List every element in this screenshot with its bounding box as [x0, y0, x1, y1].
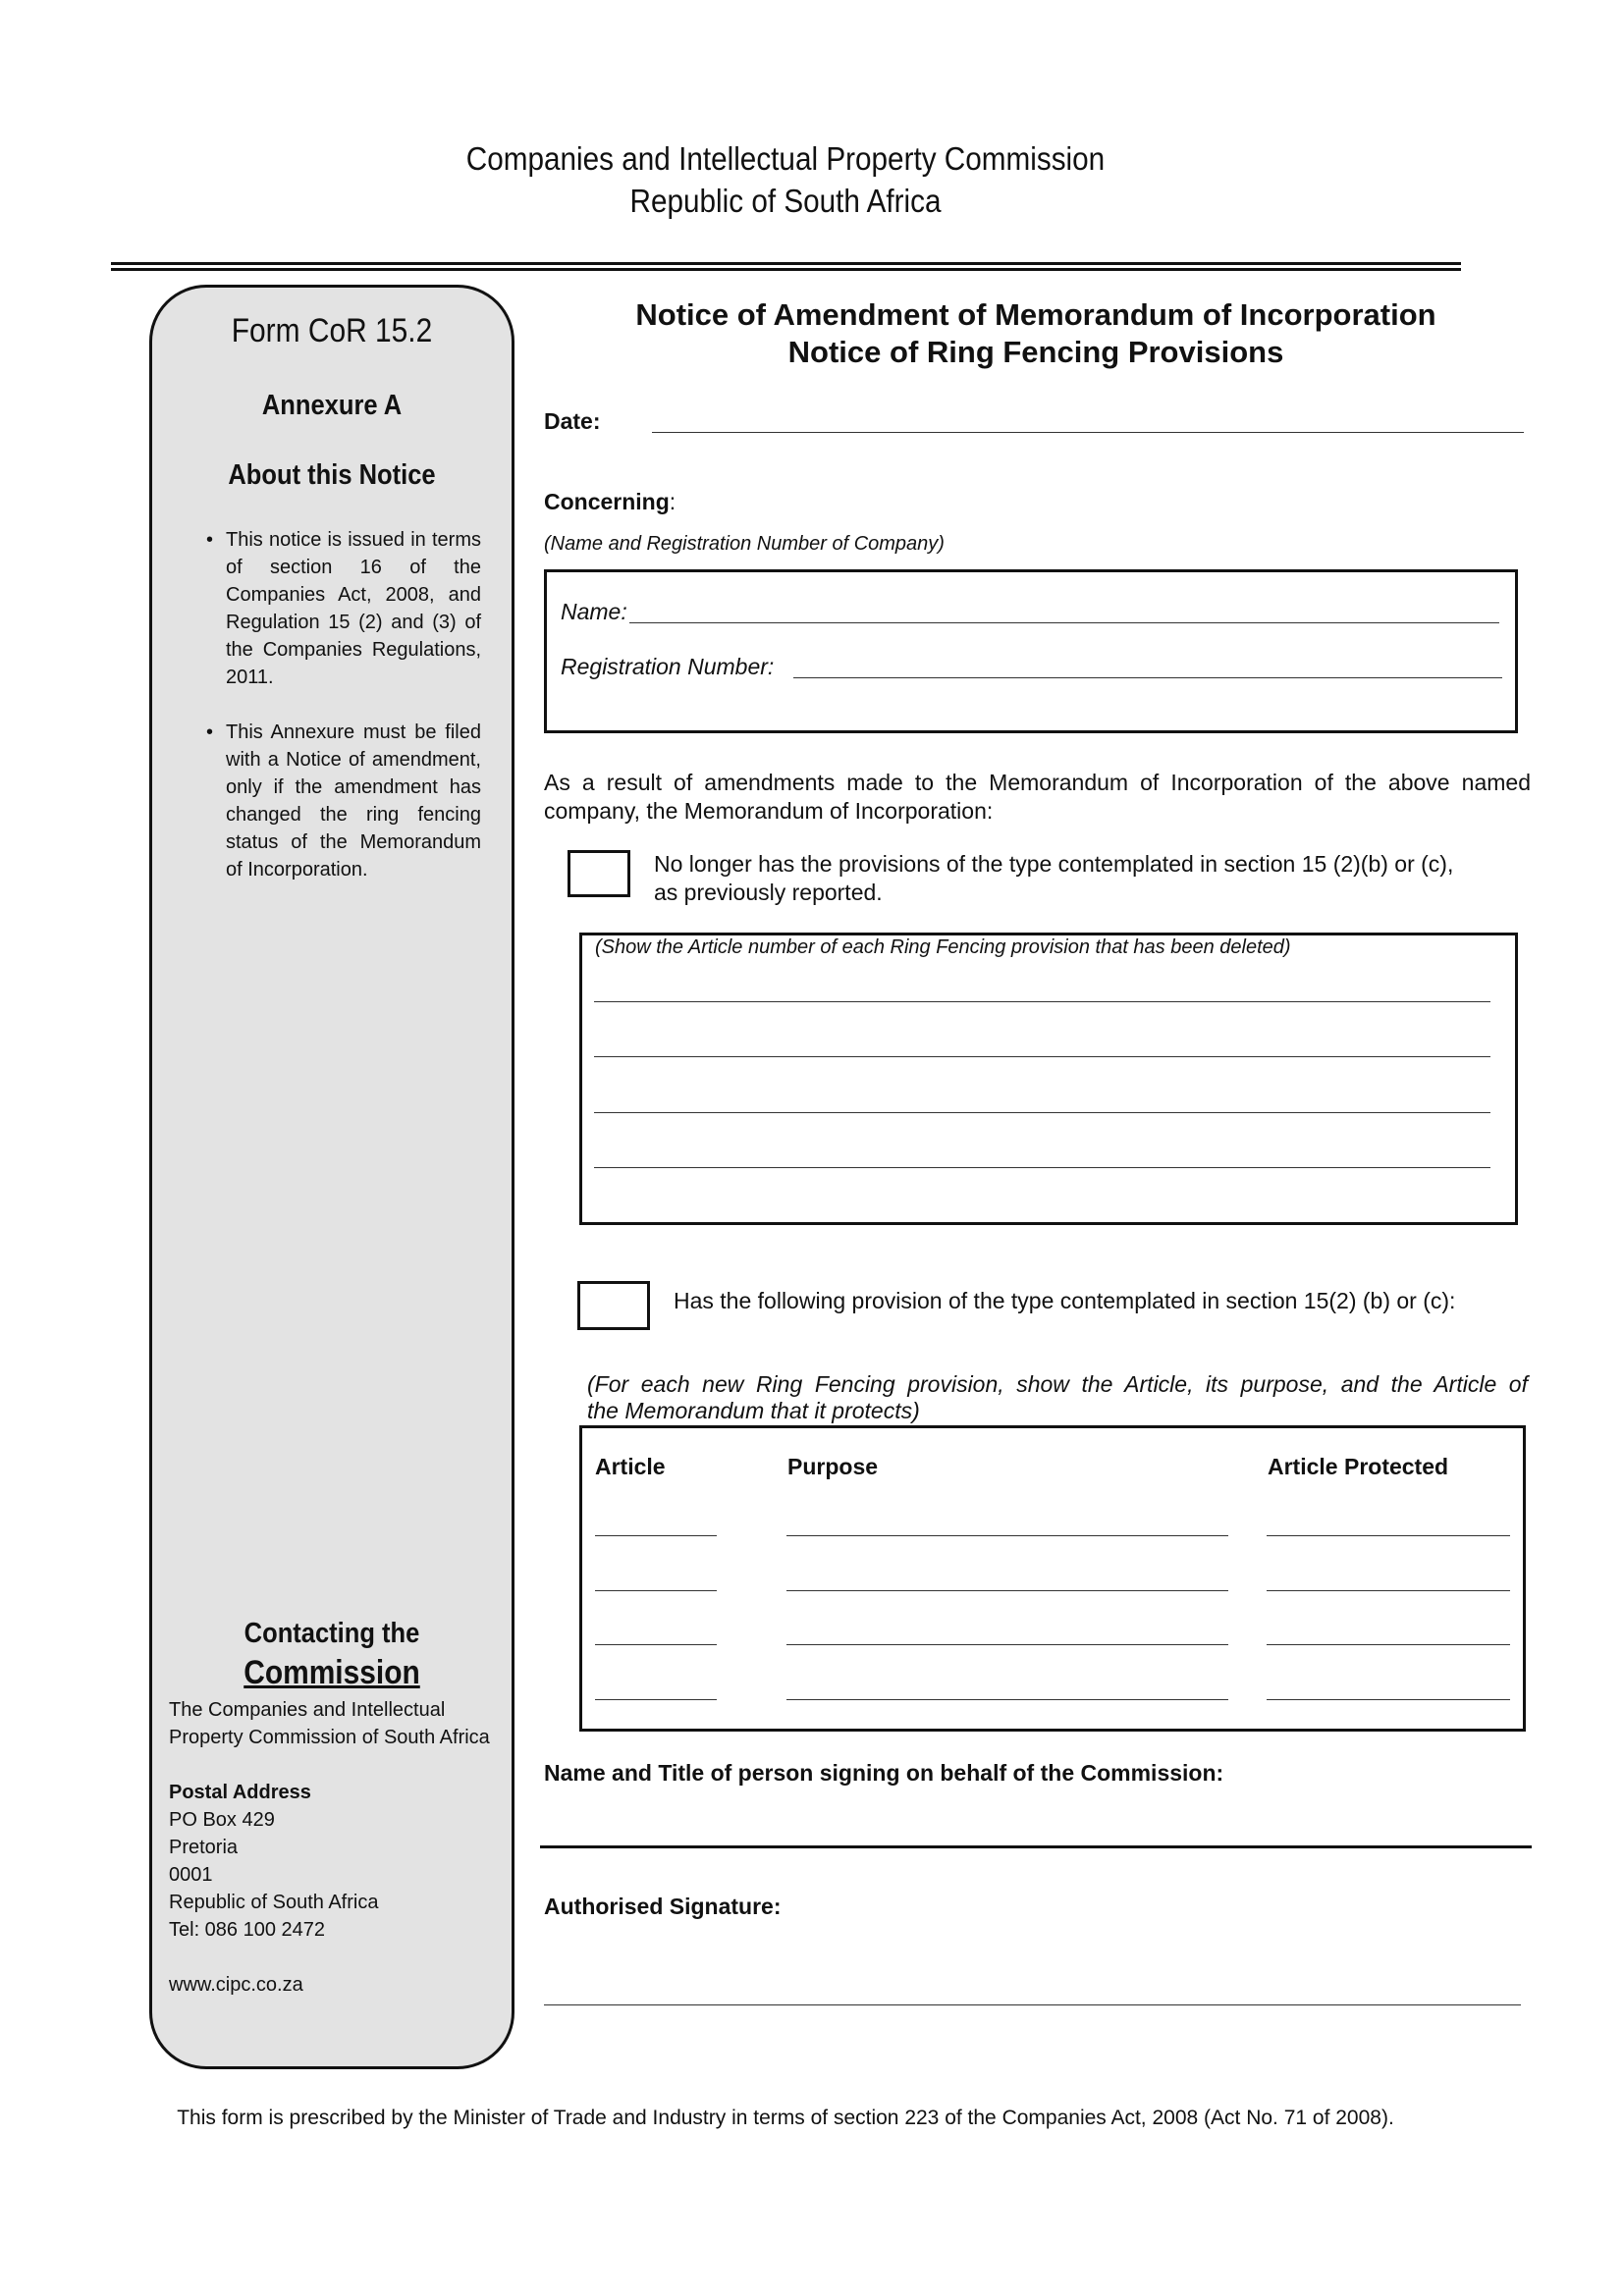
table-row-purpose[interactable] [786, 1535, 1228, 1536]
table-row-protected[interactable] [1267, 1644, 1510, 1645]
contact-heading: Contacting the [243, 1618, 420, 1649]
table-row-purpose[interactable] [786, 1644, 1228, 1645]
col-article-header: Article [595, 1454, 666, 1479]
deleted-hint: (Show the Article number of each Ring Fencing provision that has been deleted) [595, 936, 1291, 958]
deleted-line[interactable] [594, 1001, 1490, 1002]
new-provision-hint: (For each new Ring Fencing provision, show the Article, its purpose, and the Article of [587, 1371, 1528, 1397]
option-has-provision-text: Has the following provision of the type contemplated in section 15(2) (b) or (c): [674, 1288, 1456, 1313]
registration-label: Registration Number: [561, 654, 775, 679]
signer-field[interactable] [540, 1845, 1532, 1848]
table-row-protected[interactable] [1267, 1699, 1510, 1700]
header-subtitle: Republic of South Africa [629, 183, 942, 219]
table-row-article[interactable] [595, 1590, 717, 1591]
option-has-provision-checkbox[interactable] [577, 1281, 650, 1330]
table-row-article[interactable] [595, 1535, 717, 1536]
intro-text: As a result of amendments made to the Memorandum of Incorporation of the above named company, the Memorandum of Incorporation: [544, 770, 1531, 824]
option-no-longer-checkbox[interactable] [568, 850, 630, 897]
header-rule-bottom [111, 268, 1461, 271]
col-protected-header: Article Protected [1268, 1454, 1449, 1479]
name-label: Name: [561, 599, 627, 624]
bullet-item: • This Annexure must be filed with a Notice of amendment, only if the amendment has changed the ring fencing status of the Memorandum of Incorporation. [206, 719, 481, 883]
footer-note: This form is prescribed by the Minister of Trade and Industry in terms of section 223 of the Companies Act, 2008 (Act No. 71 of 2008). [177, 2107, 1394, 2129]
postal-line: 0001 [169, 1864, 213, 1886]
contact-heading-commission: Commission [243, 1654, 420, 1691]
table-row-protected[interactable] [1267, 1590, 1510, 1591]
form-number: Form CoR 15.2 [231, 312, 433, 349]
telephone: Tel: 086 100 2472 [169, 1919, 326, 1941]
table-row-protected[interactable] [1267, 1535, 1510, 1536]
header-title: Companies and Intellectual Property Commission [465, 140, 1106, 177]
concerning-heading [544, 489, 676, 515]
postal-line: Republic of South Africa [169, 1892, 379, 1913]
registration-field[interactable] [793, 677, 1502, 678]
table-row-article[interactable] [595, 1699, 717, 1700]
name-field[interactable] [629, 622, 1499, 623]
about-bullets [206, 526, 481, 911]
postal-label: Postal Address [169, 1782, 311, 1803]
website-link[interactable]: www.cipc.co.za [169, 1974, 303, 1996]
col-purpose-header: Purpose [787, 1454, 879, 1479]
about-heading: About this Notice [228, 459, 436, 491]
table-row-purpose[interactable] [786, 1699, 1228, 1700]
option-no-longer-text: No longer has the provisions of the type contemplated in section 15 (2)(b) or (c), [654, 851, 1454, 877]
postal-line: PO Box 429 [169, 1809, 275, 1831]
new-provision-hint-2: the Memorandum that it protects) [587, 1398, 920, 1423]
form-subtitle: Notice of Ring Fencing Provisions [787, 335, 1284, 369]
date-label: Date: [544, 408, 601, 434]
signer-label: Name and Title of person signing on behalf of the Commission: [544, 1760, 1224, 1786]
table-row-article[interactable] [595, 1644, 717, 1645]
concerning-hint: (Name and Registration Number of Company) [544, 533, 945, 555]
deleted-provisions-box [579, 933, 1518, 1225]
signature-label: Authorised Signature: [544, 1894, 782, 1919]
company-details-box [544, 569, 1518, 733]
header-rule-top [111, 262, 1461, 265]
table-row-purpose[interactable] [786, 1590, 1228, 1591]
form-title: Notice of Amendment of Memorandum of Incorporation [635, 297, 1436, 332]
date-field[interactable] [652, 432, 1524, 433]
bullet-item: • This notice is issued in terms of section 16 of the Companies Act, 2008, and Regulation 15 (2) and (3) of the Companies Regulations, 2011. [206, 526, 481, 691]
concerning-label: Concerning [544, 489, 670, 514]
contact-org-line: The Companies and Intellectual [169, 1699, 446, 1721]
contact-org-line: Property Commission of South Africa [169, 1727, 490, 1748]
contact-block [169, 1696, 503, 1999]
option-no-longer-text-2: as previously reported. [654, 880, 883, 905]
signature-field[interactable] [544, 2004, 1521, 2005]
deleted-line[interactable] [594, 1112, 1490, 1113]
deleted-line[interactable] [594, 1167, 1490, 1168]
postal-line: Pretoria [169, 1837, 239, 1858]
deleted-line[interactable] [594, 1056, 1490, 1057]
concerning-colon: : [669, 489, 676, 514]
annexure-label: Annexure A [261, 390, 403, 421]
